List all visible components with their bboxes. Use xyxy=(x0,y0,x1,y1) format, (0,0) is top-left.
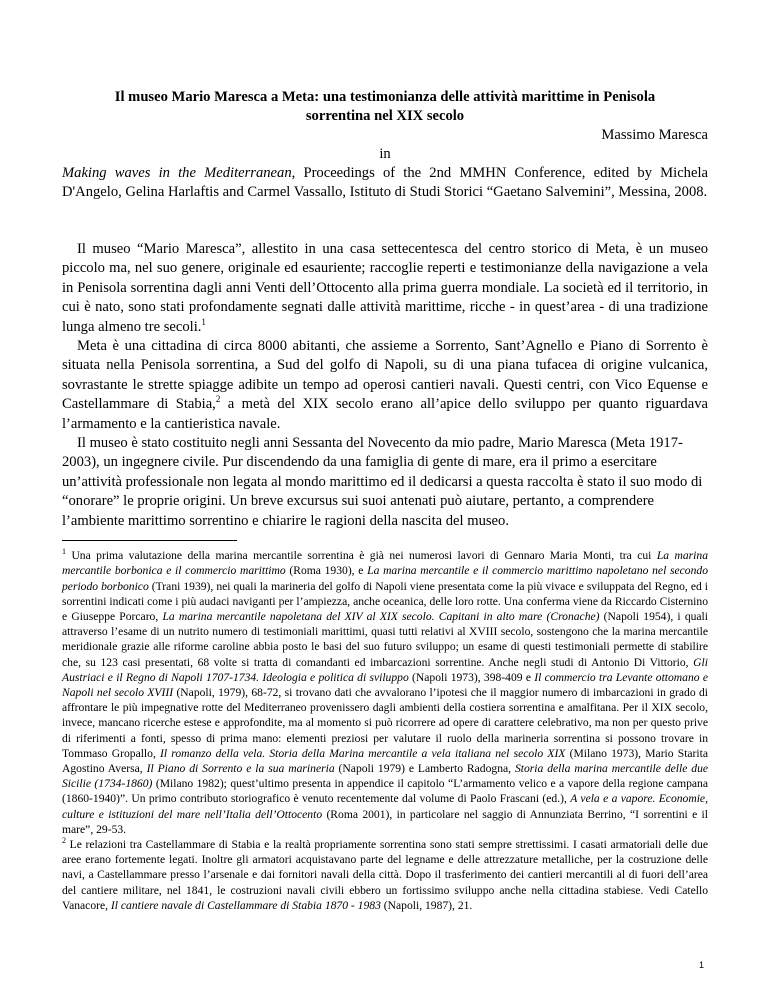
paper-title xyxy=(62,88,708,126)
footnote-1: $^1$ Una prima valutazione della marina mercantile sorrentina è già nei numerosi lavori di Gennaro Maria Monti, tra cui La marina mercantile borbonica e il commercio marittimo (Roma 1930), e La marina mercantile e il commercio marittimo napoletano nel secondo periodo borbonico (Trani 1939), nei quali la marineria del golfo di Napoli viene presentata come la più vivace e sviluppata del Regno, ed i sorrentini indicati come i più audaci naviganti per l’ampiezza, anche oceanica, delle loro rotte. Una conferma viene da Riccardo Cisternino e Giuseppe Porcaro, La marina mercantile napoletana del XIV al XIX secolo. Capitani in alto mare (Cronache) (Napoli 1954), i quali attraverso l’esame di un nutrito numero di testimoniali marittimi, quasi tutti relativi al XVIII secolo, sostengono che la marina mercantile meridionale grazie alle riforme caroline abbia posto le basi del suo futuro sviluppo; un esame di questi testimoniali permette di stabilire che, su 123 casi presentati, 68 volte si tratta di comandanti ed imbarcazioni sorrentine. Anche negli studi di Antonio Di Vittorio, Gli Austriaci e il Regno di Napoli 1707-1734. Ideologia e politica di sviluppo (Napoli 1973), 398-409 e Il commercio tra Levante ottomano e Napoli nel secolo XVIII (Napoli, 1979), 68-72, si trovano dati che avvalorano l’ipotesi che il maggior numero di imbarcazioni in grado di affrontare le più impegnative rotte del Mediterraneo provenissero dagli ambienti della costiera sorrentina e amalfitana. Per il XIX secolo, invece, mancano ricerche estese e approfondite, ma al momento si può ricorrere ad opere di carattere celebrativo, ma non per questo prive di riferimenti a fonti, spesso di prima mano: elementi preziosi per valutare il ruolo della marineria sorrentina si possono trovare in Tommaso Gropallo, Il romanzo della vela. Storia della Marina mercantile a vela italiana nel secolo XIX (Milano 1973), Mario Starita Agostino Aversa, Il Piano di Sorrento e la sua marineria (Napoli 1979) e Lamberto Radogna, Storia della marina mercantile delle due Sicilie (1734-1860) (Milano 1982); quest’ultimo presenta in appendice il capitolo “L’armamento velico e a vapore della regione campana (1860-1940)”. Un primo contributo storiografico è venuto recentemente dal volume di Paolo Frascani (ed.), A vela e a vapore. Economie, culture e istituzioni del mare nell’Italia dell’Ottocento (Roma 2001), in particolare nel saggio di Annunziata Berrino, “I sorrentini e il mare”, 29-53. xyxy=(62,547,709,836)
paragraph-1: Il museo “Mario Maresca”, allestito in una casa settecentesca del centro storico di Meta, è un museo piccolo ma, nel suo genere, originale ed esauriente; raccoglie reperti e testimonianze della navigazione a vela in Penisola sorrentina dagli anni Venti dell’Ottocento alla prima guerra mondiale. La società ed il territorio, in cui è nato, sono stati profondamente segnati dalle attività marittime, ricche - in quest’area - di una tradizione lunga almeno tre secoli.$^1$ xyxy=(62,241,708,335)
footnote-2-number: 2 xyxy=(62,836,66,846)
body-text xyxy=(62,240,708,531)
source-citation xyxy=(62,164,708,202)
footnote-2: $^2$ Le relazioni tra Castellammare di Stabia e la realtà propriamente sorrentina sono stati sempre strettissimi. I casati armatoriali delle due aree erano fortemente legati. Inoltre gli armatori acquistavano parte del legname e delle attrezzature metalliche, per la costruzione delle navi, a Castellammare presso l’arsenale e dai fornitori navali della città. Dopo il trasferimento dei cantieri mercantili al di fuori dell’area del cantiere militare, nel 1841, le costruzioni navali civili ebbero un fortissimo sviluppo anche nella cittadina stabiese. Vedi Catello Vanacore, Il cantiere navale di Castellammare di Stabia 1870 - 1983 (Napoli, 1987), 21. xyxy=(62,836,708,912)
document-page xyxy=(62,88,708,913)
in-label: in xyxy=(379,146,391,162)
footnote-ref-1[interactable]: 1 xyxy=(201,316,206,327)
source-book-title: Making waves in the Mediterranean xyxy=(62,165,292,181)
footnote-1-number: 1 xyxy=(62,547,66,557)
paragraph-3: Il museo è stato costituito negli anni Sessanta del Novecento da mio padre, Mario Maresca (Meta 1917-2003), un ingegnere civile. Pur discendendo da una famiglia di gente di mare, era il primo a esercitare un’attività professionale non legata al mondo marittimo ed il dedicarsi a questa raccolta è stato il suo modo di “onorare” le proprie origini. Un breve excursus sui suoi antenati può aiutare, pertanto, a comprendere l’ambiente marittimo sorrentino e chiarire le ragioni della nascita del museo. xyxy=(62,435,703,529)
author-name: Massimo Maresca xyxy=(601,127,708,143)
title-line-2: sorrentina nel XIX secolo xyxy=(305,108,465,124)
footnote-separator xyxy=(62,540,237,541)
paragraph-2: Meta è una cittadina di circa 8000 abitanti, che assieme a Sorrento, Sant’Agnello e Piano di Sorrento è situata nella Penisola sorrentina, a Sud del golfo di Napoli, su di una piana tufacea di origine vulcanica, sovrastante le strette spiagge adibite un tempo ad operosi cantieri navali. Questi centri, con Vico Equense e Castellammare di Stabia,$^2$ a metà del XIX secolo erano all’apice dello sviluppo per quanto riguardava l’armamento e la cantieristica navale. xyxy=(62,338,708,432)
page-number: 1 xyxy=(698,960,704,970)
footnote-ref-2[interactable]: 2 xyxy=(215,394,221,405)
title-line-1: Il museo Mario Maresca a Meta: una testimonianza delle attività marittime in Penisola xyxy=(114,89,656,105)
source-details: , Proceedings of the 2nd MMHN Conference, edited by Michela D'Angelo, Gelina Harlaftis and Carmel Vassallo, Istituto di Studi Storici “Gaetano Salvemini”, Messina, 2008. xyxy=(62,165,708,200)
